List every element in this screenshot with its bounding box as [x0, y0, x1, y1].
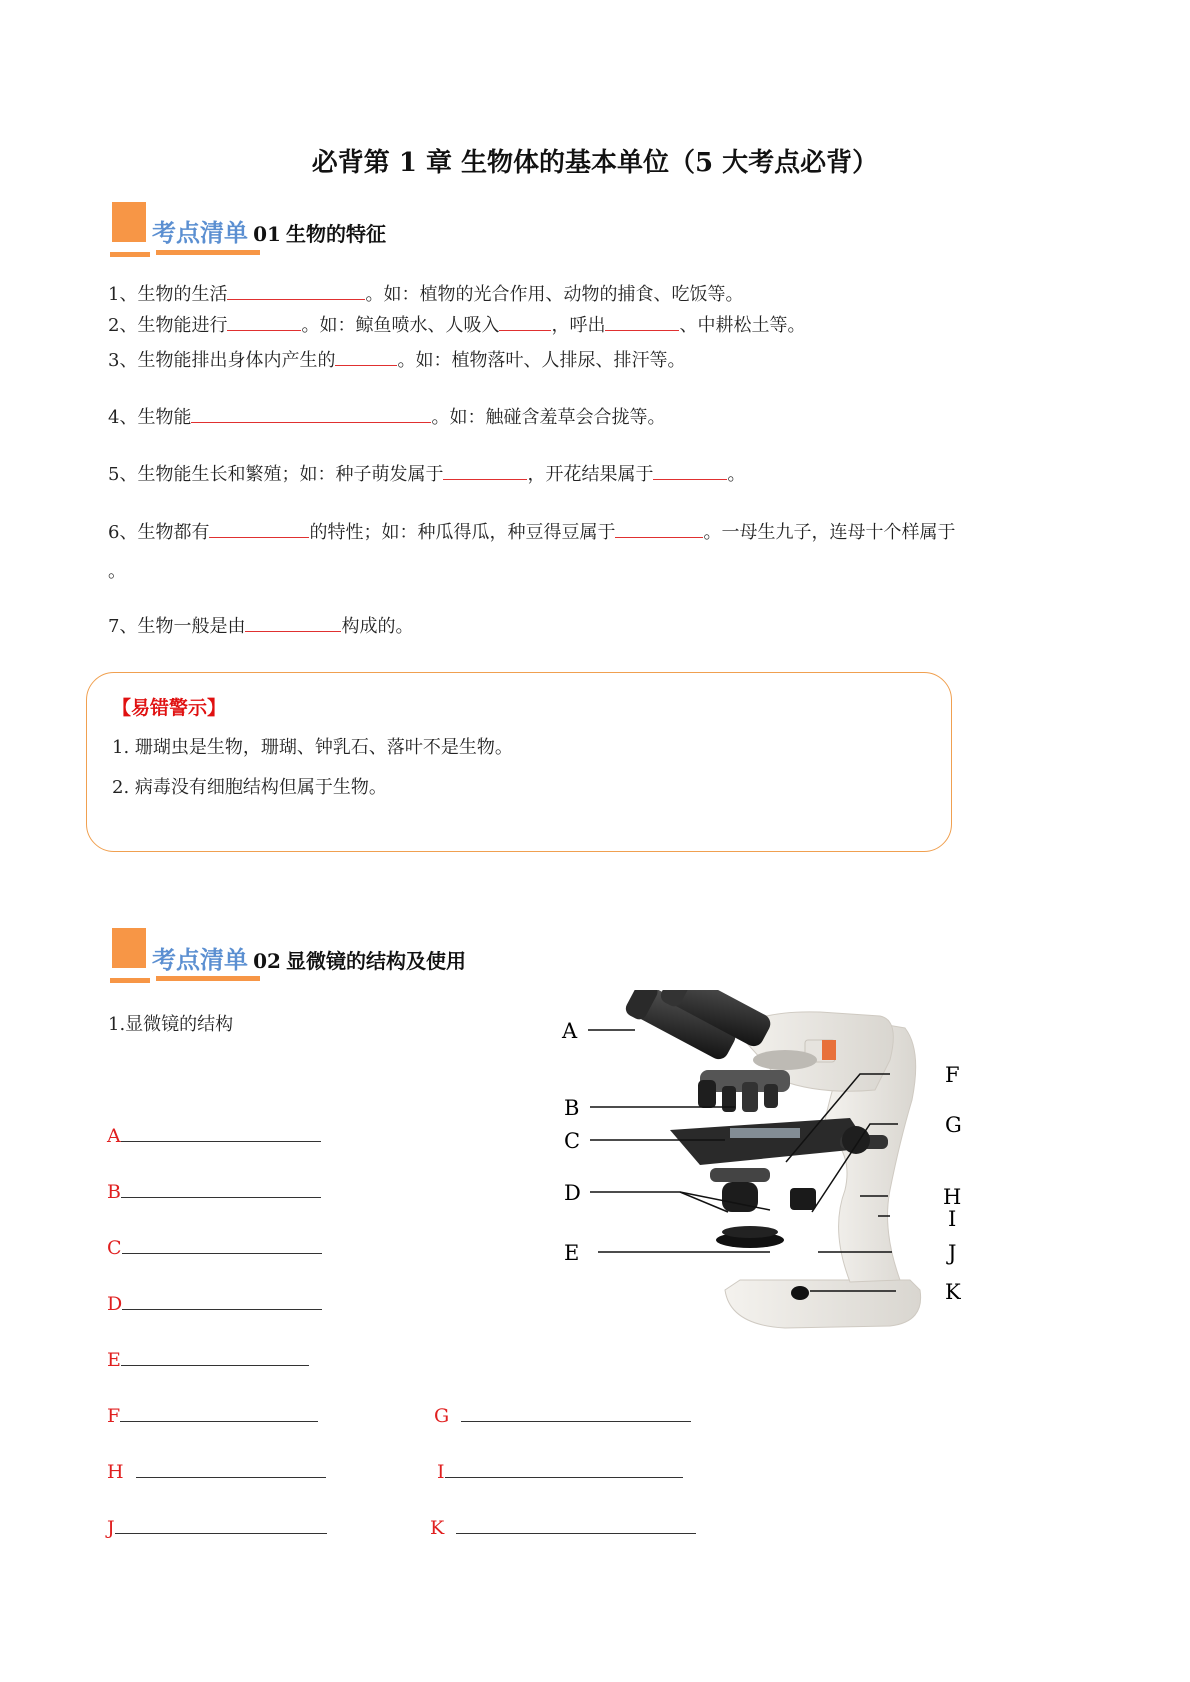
section-underline — [156, 250, 260, 255]
item-text: 。如：鲸鱼喷水、人吸入 — [301, 315, 500, 336]
item-text: 4、生物能 — [108, 407, 192, 428]
item-6-continued — [108, 557, 126, 583]
answer-line-k — [430, 1514, 696, 1539]
answer-letter: G — [434, 1405, 450, 1427]
warning-line-2: 2. 病毒没有细胞结构但属于生物。 — [112, 777, 387, 798]
item-text: 。如：植物的光合作用、动物的捕食、吃饭等。 — [365, 284, 744, 305]
item-3 — [108, 346, 685, 372]
answer-blank[interactable] — [499, 312, 551, 331]
section-number: 01 — [253, 222, 281, 246]
answer-blank[interactable] — [605, 312, 679, 331]
answer-blank[interactable] — [443, 461, 527, 480]
structure-heading: 1.显微镜的结构 — [108, 1014, 234, 1035]
answer-line-b — [107, 1178, 321, 1203]
item-text: 5、生物能生长和繁殖；如：种子萌发属于 — [108, 464, 444, 485]
item-text: ，呼出 — [551, 315, 606, 336]
item-7 — [108, 612, 413, 638]
section-icon — [112, 202, 146, 242]
item-text: 的特性；如：种瓜得瓜，种豆得豆属于 — [309, 522, 616, 543]
item-text: 。如：触碰含羞草会合拢等。 — [431, 407, 666, 428]
item-2 — [108, 311, 805, 337]
figure-letter-i: I — [948, 1207, 957, 1231]
answer-blank[interactable] — [122, 1290, 322, 1310]
section-underline — [110, 252, 150, 257]
section-tag: 考点清单 — [152, 219, 248, 247]
answer-line-i — [437, 1458, 683, 1483]
item-4 — [108, 403, 665, 429]
figure-letter-a: A — [562, 1019, 578, 1043]
answer-blank[interactable] — [121, 1122, 321, 1142]
item-text: 2、生物能进行 — [108, 315, 228, 336]
figure-letter-d: D — [564, 1181, 581, 1205]
answer-blank[interactable] — [136, 1458, 326, 1478]
answer-line-d — [107, 1290, 322, 1315]
section-2-header — [152, 940, 466, 975]
item-text: 。 — [727, 464, 746, 485]
section-number: 02 — [253, 949, 281, 973]
section-underline — [110, 978, 150, 983]
item-text: 。一母生九子，连母十个样属于 — [703, 522, 956, 543]
figure-letter-c: C — [564, 1129, 581, 1153]
answer-blank[interactable] — [456, 1514, 696, 1534]
answer-blank[interactable] — [653, 461, 727, 480]
warning-title: 【易错警示】 — [112, 697, 227, 719]
answer-letter: H — [107, 1461, 124, 1483]
answer-letter: I — [437, 1461, 445, 1483]
answer-blank[interactable] — [227, 312, 301, 331]
answer-line-e — [107, 1346, 309, 1371]
answer-letter: E — [107, 1349, 121, 1371]
section-name: 生物的特征 — [286, 222, 387, 246]
section-1-header — [152, 213, 386, 248]
section-tag: 考点清单 — [152, 946, 248, 974]
figure-letter-e: E — [564, 1241, 580, 1265]
figure-letter-k: K — [945, 1280, 961, 1304]
figure-letter-h: H — [943, 1185, 962, 1209]
answer-line-c — [107, 1234, 322, 1259]
section-icon — [112, 928, 146, 968]
item-text: 3、生物能排出身体内产生的 — [108, 350, 336, 371]
answer-blank[interactable] — [209, 519, 309, 538]
answer-blank[interactable] — [120, 1402, 318, 1422]
microscope-figure — [560, 990, 980, 1335]
item-text: 6、生物都有 — [108, 522, 210, 543]
item-text: 构成的。 — [341, 616, 414, 637]
answer-letter: B — [107, 1181, 121, 1203]
item-text: 。如：植物落叶、人排尿、排汗等。 — [397, 350, 686, 371]
answer-letter: C — [107, 1237, 122, 1259]
figure-letter-j: J — [948, 1241, 957, 1265]
answer-blank[interactable] — [445, 1458, 683, 1478]
item-5 — [108, 460, 745, 486]
answer-letter: J — [107, 1517, 115, 1539]
warning-line-1: 1. 珊瑚虫是生物，珊瑚、钟乳石、落叶不是生物。 — [112, 737, 513, 758]
item-1 — [108, 280, 743, 306]
answer-letter: A — [107, 1125, 121, 1147]
answer-blank[interactable] — [121, 1346, 309, 1366]
page-title: 必背第 1 章 生物体的基本单位（5 大考点必背） — [311, 148, 879, 178]
figure-letter-f: F — [945, 1063, 960, 1087]
item-6 — [108, 518, 955, 544]
answer-blank[interactable] — [245, 613, 341, 632]
answer-blank[interactable] — [122, 1234, 322, 1254]
section-name: 显微镜的结构及使用 — [286, 949, 467, 973]
section-underline — [156, 976, 260, 981]
item-text: 1、生物的生活 — [108, 284, 228, 305]
figure-letter-b: B — [564, 1096, 580, 1120]
figure-letter-g: G — [945, 1113, 962, 1137]
answer-blank[interactable] — [121, 1178, 321, 1198]
answer-blank[interactable] — [191, 404, 431, 423]
answer-line-f — [107, 1402, 318, 1427]
item-text: 、中耕松土等。 — [679, 315, 806, 336]
answer-blank[interactable] — [335, 347, 397, 366]
answer-letter: K — [430, 1517, 445, 1539]
item-text: 。 — [108, 561, 126, 582]
answer-blank[interactable] — [615, 519, 703, 538]
microscope-image — [623, 990, 921, 1328]
item-text: 7、生物一般是由 — [108, 616, 246, 637]
answer-letter: D — [107, 1293, 123, 1315]
item-text: ，开花结果属于 — [527, 464, 654, 485]
answer-letter: F — [107, 1405, 121, 1427]
answer-line-a — [107, 1122, 321, 1147]
answer-line-j — [107, 1514, 327, 1539]
answer-blank[interactable] — [115, 1514, 327, 1534]
answer-blank[interactable] — [227, 281, 365, 300]
answer-blank[interactable] — [461, 1402, 691, 1422]
answer-line-h — [107, 1458, 326, 1483]
answer-line-g — [434, 1402, 691, 1427]
